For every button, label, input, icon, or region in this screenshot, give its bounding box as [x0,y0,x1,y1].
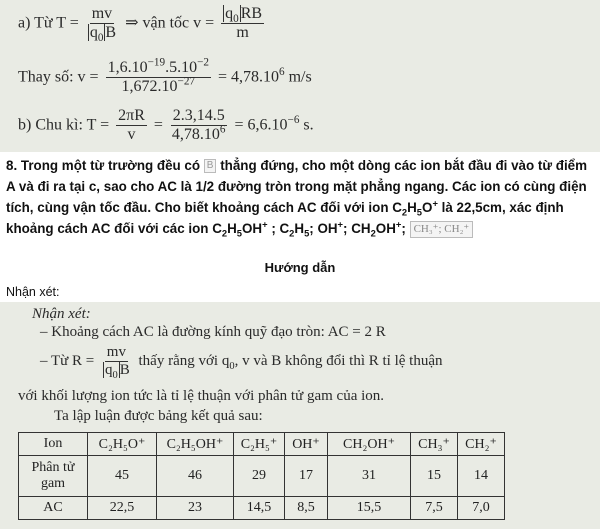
scan-remark-title: Nhận xét: [32,306,91,322]
table-cell: 15,5 [328,497,411,520]
table-cell: C₂H₅O⁺ [88,433,157,456]
remark-label: Nhận xét: [6,285,60,299]
scan-line-2: – Từ R = $\frac{mv}{q_0 B}$ thấy rằng với $q_0$, v và B không đổi thì R tỉ lệ thuận [40,344,443,381]
table-cell: 45 [88,456,157,497]
scan-line-4: Ta lập luận được bảng kết quả sau: [54,408,263,424]
table-cell: 23 [157,497,234,520]
table-cell: C₂H₅OH⁺ [157,433,234,456]
table-cell: 14 [458,456,505,497]
table-row [19,433,505,456]
part-b-line: b) Chu kì: T = $\frac{2\pi R}{v}$ = $\frac{2.3,14.5}{4,78.10^6}$ = $6,6.10^{-6}$ s. [18,107,314,143]
fraction-velocity: $\frac{1,6.10^{-19}.5.10^{-2}}{1,672.10^{-27}}$ [107,56,209,95]
table-cell: 46 [157,456,234,497]
fraction-q0rb-m: $\frac{q_0 RB}{m}$ [221,6,264,41]
b-vector-icon: B [204,159,217,173]
table-row-header: Phân tử gam [19,456,88,497]
scan-line-1: – Khoảng cách AC là đường kính quỹ đạo tròn: AC = 2 R [40,324,386,340]
table-cell: 31 [328,456,411,497]
table-row [19,497,505,520]
table-cell: CH₂OH⁺ [328,433,411,456]
table-row-header: AC [19,497,88,520]
results-table [18,432,505,520]
table-cell: OH⁺ [285,433,328,456]
table-cell: 14,5 [234,497,285,520]
table-cell: CH₂⁺ [458,433,505,456]
scan-line-3: với khối lượng ion tức là tỉ lệ thuận với phân tử gam của ion. [18,388,385,404]
table-row [19,456,505,497]
table-cell: C₂H₅⁺ [234,433,285,456]
fraction-2pir-v: $\frac{2\pi R}{v}$ [118,107,145,143]
table-cell: 29 [234,456,285,497]
fraction-mv-q0b: $\frac{mv}{q_0 B}$ [89,5,117,44]
table-cell: 7,0 [458,497,505,520]
table-row-header: Ion [19,433,88,456]
heading-guide: Hướng dẫn [264,260,336,275]
table-cell: 7,5 [411,497,458,520]
table-cell: CH₃⁺ [411,433,458,456]
table-cell: 17 [285,456,328,497]
ion-formula-image: CH₃⁺; CH₂⁺ [410,221,474,238]
substitution-line: Thay số: v = $\frac{1,6.10^{-19}.5.10^{-2}}{1,672.10^{-27}}$ = $4,78.10^6$ m/s [18,56,312,95]
fraction-r-formula: $\frac{mv}{q_0 B}$ [105,344,130,381]
problem-8-text: 8. Trong một từ trường đều có B thẳng đứng, cho một dòng các ion bắt đầu đi vào từ điểm A và đi ra tại c, sao cho AC là 1/2 đường tròn trong mặt phẳng ngang. Các ion có cùng điện tích, cùng vận tốc đầu. Cho biết khoảng cách AC đối với ion $C_2H_5O^+$ là 22,5cm, xác định khoảng cách AC đối với các ion $C_2H_5OH^+$ ; $C_2H_5$; OH+; $CH_2OH^+$; CH₃⁺; CH₂⁺ [6,158,588,239]
table-cell: 8,5 [285,497,328,520]
table-cell: 15 [411,456,458,497]
part-a-line: a) Từ T = $\frac{mv}{q_0 B}$ ⇒ vận tốc v = $\frac{q_0 RB}{m}$ [18,5,263,44]
table-cell: 22,5 [88,497,157,520]
fraction-period-values: $\frac{2.3,14.5}{4,78.10^6}$ [171,107,226,143]
